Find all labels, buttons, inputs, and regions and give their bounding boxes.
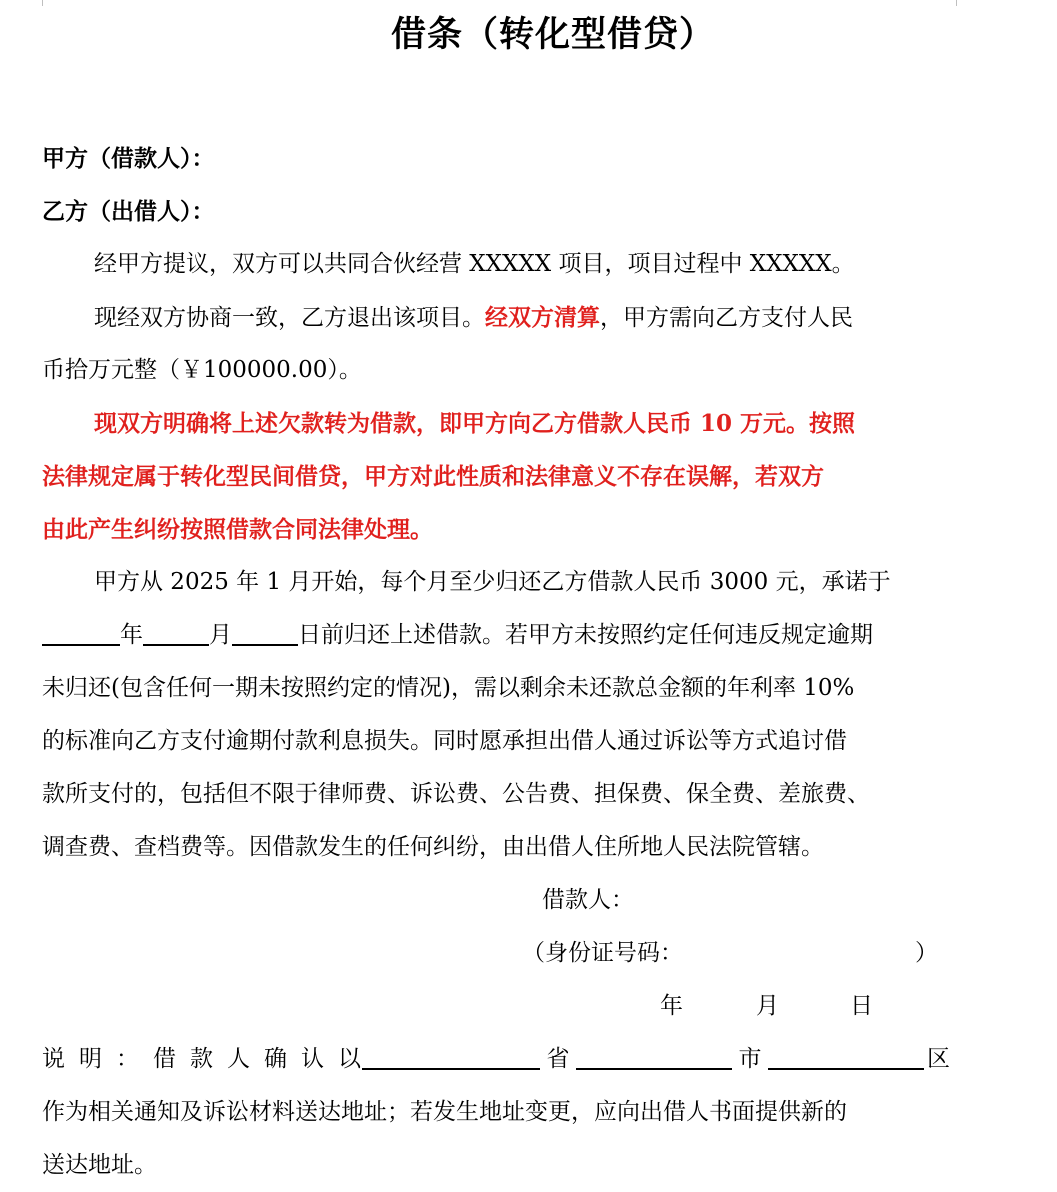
repayment-text: 日前归还上述借款。若甲方未按照约定任何违反规定逾期 bbox=[298, 622, 873, 648]
paragraph-conversion-line3: 由此产生纠纷按照借款合同法律处理。 bbox=[42, 516, 433, 543]
day-blank[interactable] bbox=[232, 614, 298, 646]
id-number-label: （身份证号码： bbox=[522, 940, 683, 966]
year-label: 年 bbox=[120, 622, 143, 648]
settlement-highlight: 经双方清算 bbox=[485, 304, 600, 331]
paragraph-repayment-line4: 的标准向乙方支付逾期付款利息损失。同时愿承担出借人通过诉讼等方式追讨借 bbox=[42, 728, 847, 754]
province-label: 省 bbox=[546, 1046, 570, 1072]
page-corner-mark-right bbox=[956, 0, 1057, 6]
date-year-label: 年 bbox=[660, 993, 683, 1019]
paragraph-repayment-line5: 款所支付的，包括但不限于律师费、诉讼费、公告费、担保费、保全费、差旅费、 bbox=[42, 781, 870, 807]
document-page bbox=[42, 10, 954, 1192]
title-spacing bbox=[42, 60, 954, 132]
signature-date bbox=[42, 980, 954, 1033]
city-blank[interactable] bbox=[576, 1038, 732, 1070]
id-number-close: ） bbox=[915, 940, 938, 966]
party-b-label: 乙方（出借人）： bbox=[42, 198, 215, 225]
year-blank[interactable] bbox=[42, 614, 120, 646]
province-blank[interactable] bbox=[362, 1038, 540, 1070]
id-number-field bbox=[42, 927, 954, 980]
party-a-label: 甲方（借款人）： bbox=[42, 145, 215, 172]
date-day-label: 日 bbox=[850, 993, 873, 1019]
paragraph-repayment-line1: 甲方从 2025 年 1 月开始，每个月至少归还乙方借款人民币 3000 元，承诺于 bbox=[94, 569, 891, 595]
paragraph-conversion-line2: 法律规定属于转化型民间借贷，甲方对此性质和法律意义不存在误解，若双方 bbox=[42, 463, 824, 490]
month-blank[interactable] bbox=[143, 614, 209, 646]
note-address-line2: 作为相关通知及诉讼材料送达地址；若发生地址变更，应向出借人书面提供新的 bbox=[42, 1099, 847, 1125]
paragraph-settlement-line1 bbox=[42, 291, 954, 344]
page-corner-mark-left bbox=[0, 0, 43, 6]
paragraph-proposal: 经甲方提议，双方可以共同合伙经营 XXXXX 项目，项目过程中 XXXXX。 bbox=[94, 251, 855, 277]
note-address-line1 bbox=[42, 1033, 954, 1086]
paragraph-conversion-line1: 现双方明确将上述欠款转为借款，即甲方向乙方借款人民币 10 万元。按照 bbox=[94, 410, 856, 437]
district-label: 区 bbox=[927, 1046, 950, 1072]
district-blank[interactable] bbox=[768, 1038, 924, 1070]
note-label: 说明：借款人确认以 bbox=[42, 1046, 375, 1072]
paragraph-settlement-line2: 币拾万元整（￥100000.00）。 bbox=[42, 357, 362, 383]
note-address-line3: 送达地址。 bbox=[42, 1152, 157, 1178]
document-title: 借条（转化型借贷） bbox=[390, 14, 715, 55]
date-month-label: 月 bbox=[756, 993, 779, 1019]
paragraph-repayment-line6: 调查费、查档费等。因借款发生的任何纠纷，由出借人住所地人民法院管辖。 bbox=[42, 834, 824, 860]
month-label: 月 bbox=[209, 622, 232, 648]
settlement-text-1: 现经双方协商一致，乙方退出该项目。 bbox=[94, 305, 485, 331]
settlement-text-2: ，甲方需向乙方支付人民 bbox=[600, 305, 853, 331]
city-label: 市 bbox=[738, 1046, 762, 1072]
paragraph-repayment-line2 bbox=[42, 609, 954, 662]
borrower-signature-label: 借款人： bbox=[542, 887, 634, 913]
paragraph-repayment-line3: 未归还(包含任何一期未按照约定的情况)，需以剩余未还款总金额的年利率 10% bbox=[42, 675, 855, 701]
